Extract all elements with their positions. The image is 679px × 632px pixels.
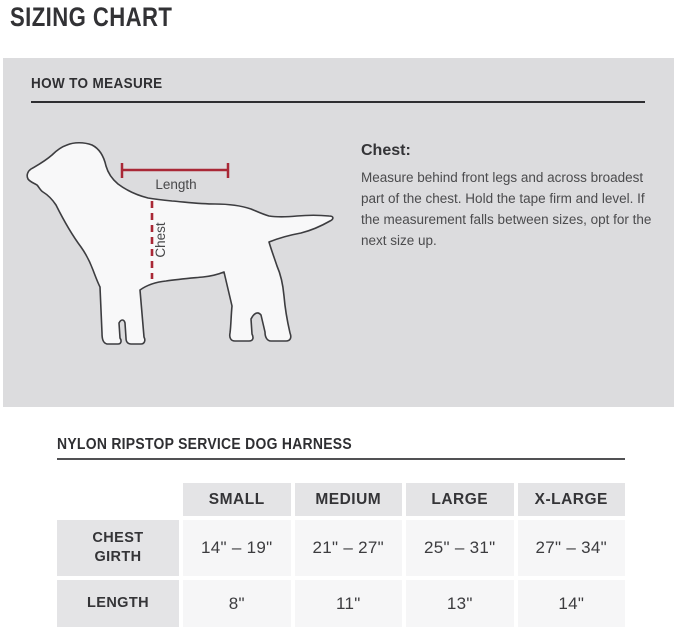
row-header-chest-girth-label: CHEST GIRTH: [92, 530, 144, 565]
how-to-measure-heading: HOW TO MEASURE: [31, 75, 163, 92]
chest-girth-small: 14" – 19": [183, 520, 291, 576]
length-medium: 11": [295, 580, 403, 627]
length-x-large: 14": [518, 580, 626, 627]
length-label: Length: [155, 177, 197, 192]
dog-measurement-diagram: [25, 138, 345, 365]
column-header-medium: MEDIUM: [295, 483, 403, 516]
column-header-large: LARGE: [406, 483, 514, 516]
chest-girth-medium: 21" – 27": [295, 520, 403, 576]
column-header-small: SMALL: [183, 483, 291, 516]
row-header-length-label: LENGTH: [86, 595, 149, 612]
dog-silhouette-shape: [27, 143, 333, 344]
how-to-measure-panel: [3, 58, 674, 407]
heading-rule: [31, 101, 645, 103]
chest-girth-x-large: 27" – 34": [518, 520, 626, 576]
chest-instructions: [361, 142, 661, 252]
row-header-chest-girth: [57, 520, 179, 576]
chest-girth-large: 25" – 31": [406, 520, 514, 576]
length-large: 13": [406, 580, 514, 627]
column-header-x-large: X-LARGE: [518, 483, 626, 516]
chest-instructions-body: Measure behind front legs and across broadest part of the chest. Hold the tape firm and level. If the measurement falls between sizes, opt for the next size up.: [361, 170, 652, 248]
size-table: [57, 483, 625, 627]
chest-line-label: Chest: [153, 222, 168, 258]
chest-instructions-title: Chest:: [361, 142, 411, 159]
size-table-heading: NYLON RIPSTOP SERVICE DOG HARNESS: [57, 436, 352, 453]
table-corner-cell: [57, 483, 179, 516]
length-measure-line: [122, 163, 228, 178]
size-table-rule: [57, 458, 625, 460]
length-small: 8": [183, 580, 291, 627]
page-title: SIZING CHART: [10, 2, 173, 32]
row-header-length: [57, 580, 179, 627]
